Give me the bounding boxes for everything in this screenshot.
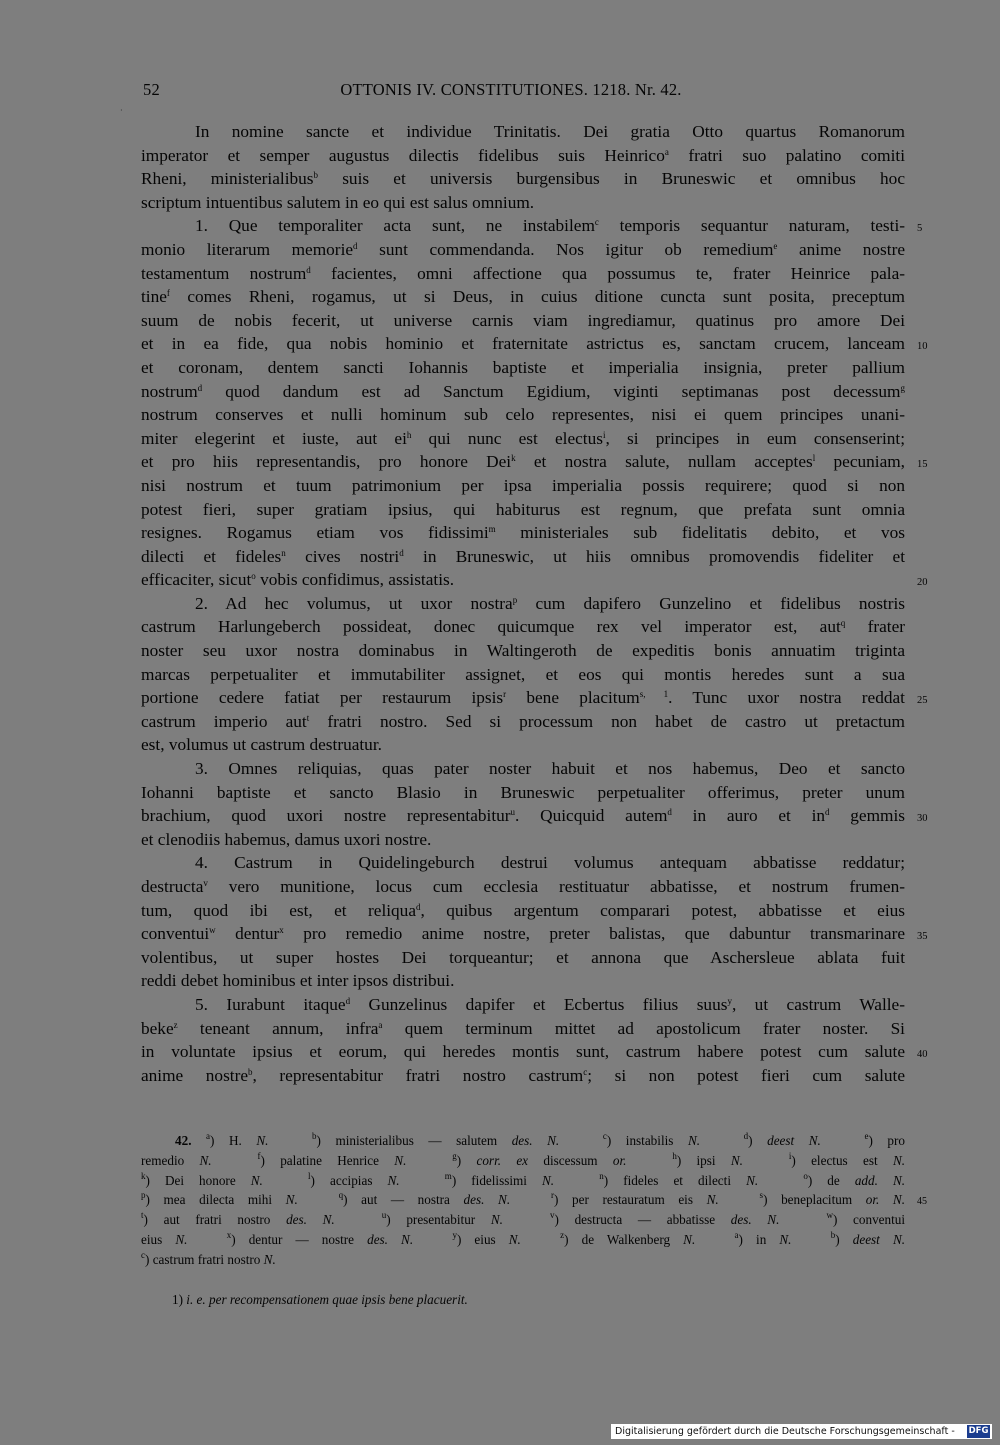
text-line: nostrum$^d$ quod dandum est ad Sanctum Egidium, viginti septimanas post decessum$^g$ (141, 381, 905, 401)
text-line: castrum imperio aut$^t$ fratri nostro. Sed si processum non habet de castro ut pretactum (141, 711, 905, 731)
line-number: 15 (917, 459, 928, 471)
line-number: 40 (917, 1049, 928, 1061)
apparatus-line: $^p$) mea dilecta mihi N. $^q$) aut — nostra des. N. $^r$) per restauratum eis N. $^s$) beneplacitum or. N. 45 (141, 1190, 905, 1210)
text-line: et in ea fide, qua nobis hominio et fraternitate astrictus es, sanctam crucem, lanceam 10 (141, 332, 905, 356)
text-line: conventui$^w$ dentur$^x$ pro remedio anime nostre, preter balistas, que dabuntur transmarinare 35 (141, 922, 905, 946)
line-number: 45 (917, 1196, 927, 1208)
funding-footer (611, 1424, 992, 1439)
text-line: brachium, quod uxori nostre representabitur$^u$. Quicquid autem$^d$ in auro et $in^d$ gemmis 30 (141, 804, 905, 828)
text-line: et coronam, dentem sancti Iohannis baptiste et imperialia insignia, preter pallium (141, 357, 905, 377)
text-line: 1. Que temporaliter acta sunt, ne instabilem$^c$ temporis sequantur naturam, testi- 5 (141, 214, 905, 238)
text-line: et pro hiis representandis, pro honore Dei$^k$ et nostra salute, nullam acceptes$^l$ pecuniam, 15 (141, 450, 905, 474)
apparatus-line: $^t$) aut fratri nostro des. N. $^u$) presentabitur N. $^v$) destructa — abbatisse des. N. $^w$) conventui (141, 1210, 906, 1228)
text-line: Rheni, ministerialibus$^b$ suis et universis burgensibus in Bruneswic et omnibus hoc (141, 169, 905, 189)
text-line: 3. Omnes reliquias, quas pater noster habuit et nos habemus, Deo et sancto (195, 759, 905, 779)
apparatus-line: 42. $^a$) H. N. $^b$) ministerialibus — salutem des. N. $^c$) instabilis N. $^d$) deest N. $^e$) pro (175, 1131, 905, 1148)
apparatus-line: $^c$) castrum fratri nostro N. (141, 1249, 276, 1267)
text-line: In nomine sancte et individue Trinitatis. Dei gratia Otto quartus Romanorum (195, 122, 905, 141)
dfg-logo: DFG (968, 1426, 989, 1436)
text-line: volentibus, ut super hostes Dei torqueantur; et annona que Aschersleue ablata fuit (141, 947, 905, 967)
text-line: 4. Castrum in Quidelingeburch destrui volumus antequam abbatisse reddatur; (195, 853, 905, 873)
text-line: castrum Harlungeberch possideat, donec quicumque rex vel imperator est, aut$^q$ frater (141, 617, 905, 637)
text-line: tine$^f$ comes Rheni, rogamus, ut si Deus, in cuius ditione cuncta sunt posita, preceptum (141, 287, 905, 307)
text-line: imperator et semper augustus dilectis fidelibus suis Heinrico$^a$ fratri suo palatino comiti (141, 145, 906, 165)
text-line: nostrum conserves et nulli hominum sub celo representes, nisi ei quem principes unani- (141, 405, 905, 425)
footer-text: Digitalisierung gefördert durch die Deutsche Forschungsgemeinschaft - (615, 1426, 955, 1437)
text-line: monio literarum memorie$^d$ sunt commendanda. Nos igitur ob remedium$^e$ anime nostre (141, 239, 905, 259)
line-number: 25 (917, 695, 928, 707)
line-number: 30 (917, 813, 928, 825)
text-line: 5. Iurabunt itaque$^d$ Gunzelinus dapifer et Ecbertus filius suus$^y$, ut castrum Walle- (195, 994, 905, 1014)
line-number: 35 (917, 931, 928, 943)
text-line: 2. Ad hec volumus, ut uxor nostra$^p$ cum dapifero Gunzelino et fidelibus nostris (195, 593, 905, 613)
text-line: reddi debet hominibus et inter ipsos distribui. (141, 971, 455, 991)
margin-mark: · (120, 106, 123, 115)
text-line: efficaciter, sicut$^o$ vobis confidimus, assistatis. 20 (141, 568, 905, 592)
text-line: et clenodiis habemus, damus uxori nostre. (141, 829, 432, 849)
line-number: 10 (917, 341, 928, 353)
text-line: resignes. Rogamus etiam vos fidissimi$^m$ ministeriales sub fidelitatis debito, et vos (141, 523, 905, 543)
text-line: testamentum nostrum$^d$ facientes, omni affectione qua possumus te, frater Heinrice pala- (141, 263, 906, 283)
line-number: 20 (917, 577, 928, 589)
line-number: 5 (917, 223, 923, 235)
text-line: marcas perpetualiter et immutabiliter assignet, et eos qui montis heredes sunt a sua (141, 664, 905, 684)
text-line: noster seu uxor nostra dominabus in Waltingeroth de expeditis bonis annuatim triginta (141, 641, 905, 661)
text-line: est, volumus ut castrum destruatur. (141, 735, 382, 755)
footnote: 1) i. e. per recompensationem quae ipsis bene placuerit. (172, 1292, 468, 1307)
page-header (0, 80, 1000, 104)
text-line: potest fieri, super gratiam ipsius, qui habiturus est regnum, que prefata sunt omnia (141, 499, 905, 519)
text-line: beke$^z$ teneant annum, infra$^a$ quem terminum mittet ad apostolicum frater noster. Si (141, 1018, 905, 1038)
page-number: 52 (143, 80, 160, 99)
text-line: scriptum intuentibus salutem in eo qui est salus omnium. (141, 192, 535, 212)
apparatus-line: $^k$) Dei honore N. $^l$) accipias N. $^m$) fidelissimi N. $^n$) fideles et dilecti N. $^o$) de add. N. (141, 1170, 906, 1188)
text-line: suum de nobis fecerit, ut universe carnis viam ingrediamur, quatinus pro amore Dei (141, 310, 905, 330)
text-line: Iohanni baptiste et sancto Blasio in Bruneswic perpetualiter offerimus, preter unum (141, 782, 905, 802)
text-line: tum, quod ibi est, et reliqua$^d$, quibus argentum comparari potest, abbatisse et eius (141, 900, 905, 920)
main-text (141, 120, 928, 1087)
text-line: portione cedere fatiat per restaurum ipsis$^r$ bene placitum$^{s, 1}$. Tunc uxor nostra reddat 25 (141, 686, 905, 710)
apparatus-line: remedio N. $^f$) palatine Henrice N. $^g$) corr. ex discessum or. $^h$) ipsi N. $^i$) electus est N. (141, 1150, 906, 1168)
text-line: nisi nostrum et tuum patrimonium per ipsa imperialia possis requirere; quod si non (141, 475, 905, 495)
critical-apparatus (141, 1131, 927, 1270)
text-line: in voluntate ipsius et eorum, qui heredes montis sunt, castrum habere potest cum salute 40 (141, 1040, 905, 1064)
text-line: miter elegerint et iuste, aut $ei^h$ qui nunc est electus$^i$, si principes in eum consenserint; (141, 428, 906, 448)
text-line: anime nostre$^b$, representabitur fratri nostro castrum$^c$; si non potest fieri cum salute (141, 1065, 906, 1085)
text-line: dilecti et fideles$^n$ cives nostri$^d$ in Bruneswic, ut hiis omnibus promovendis fideliter et (141, 546, 905, 566)
apparatus-line: eius N. $^x$) dentur — nostre des. N. $^y$) eius N. $^z$) de Walkenberg N. $^a$) in N. $^b$) deest N. (141, 1229, 906, 1247)
running-title: OTTONIS IV. CONSTITUTIONES. 1218. Nr. 42. (340, 80, 682, 99)
text-line: destructa$^v$ vero munitione, locus cum ecclesia restituatur abbatisse, et nostrum frumen- (141, 877, 905, 896)
